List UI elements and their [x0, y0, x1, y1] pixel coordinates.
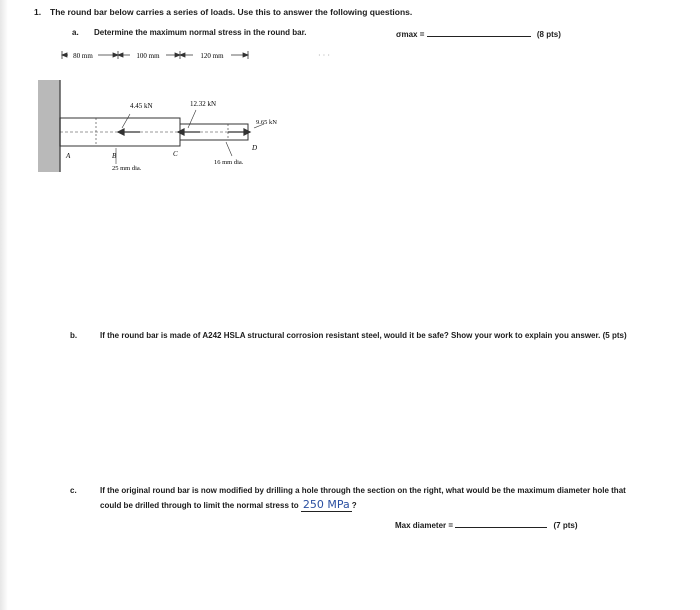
part-c-text: If the original round bar is now modified by drilling a hole through the section on the right, what would be the maximum diameter hole that could be drilled through to limit the normal stress to — [100, 486, 626, 510]
round-bar-diagram — [0, 0, 700, 200]
question-number: 1. — [34, 7, 42, 17]
load-arrows — [118, 129, 250, 135]
max-diameter-label: Max diameter = — [395, 521, 454, 530]
load-b-value: 4.45 kN — [130, 102, 153, 110]
question-text: The round bar below carries a series of loads. Use this to answer the following questions. — [50, 7, 413, 17]
diameter-right: 16 mm dia. — [214, 159, 244, 166]
part-a-label: a. — [72, 28, 79, 37]
part-b-label: b. — [70, 331, 78, 340]
part-c-points: (7 pts) — [553, 521, 578, 530]
diameter-left: 25 mm dia. — [112, 165, 142, 172]
point-d: D — [252, 144, 258, 152]
part-a-points: (8 pts) — [536, 30, 561, 39]
point-b: B — [112, 152, 117, 160]
part-a-text: Determine the maximum normal stress in the round bar. — [94, 28, 307, 37]
wall-support — [38, 80, 60, 172]
handwritten-stress-limit: 250 MPa — [302, 498, 350, 511]
sigma-max-label: σmax = — [396, 30, 425, 39]
faint-mark: · · · — [318, 51, 330, 60]
load-d-value: 9.65 kN — [256, 119, 277, 126]
max-diameter-blank[interactable] — [455, 519, 547, 528]
dim-ab: 80 mm — [73, 52, 93, 60]
point-a: A — [66, 152, 71, 160]
part-c-prompt — [70, 484, 640, 513]
dim-cd: 120 mm — [200, 52, 224, 60]
bar-body — [60, 118, 248, 146]
load-c-value: 12.32 kN — [190, 100, 217, 108]
part-c-question-mark: ? — [351, 501, 357, 510]
part-c-answer-line — [395, 519, 578, 530]
part-c-label: c. — [70, 486, 77, 495]
part-b-text: If the round bar is made of A242 HSLA structural corrosion resistant steel, would it be safe? Show your work to explain you answer. (5 pts) — [100, 331, 627, 340]
dim-bc: 100 mm — [136, 52, 160, 60]
point-c: C — [173, 150, 178, 158]
part-b-prompt — [70, 329, 640, 343]
